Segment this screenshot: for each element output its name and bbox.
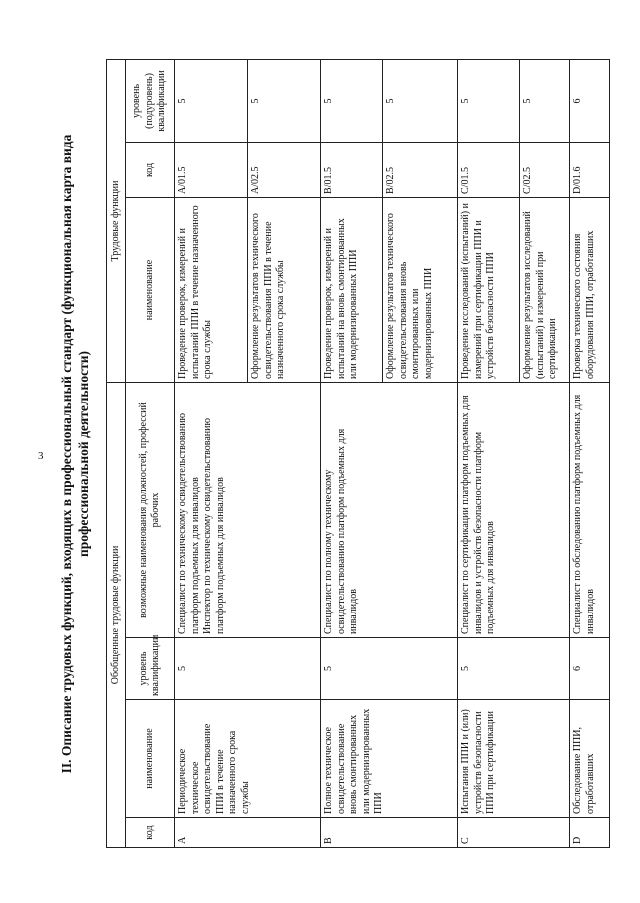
group-code: B (321, 818, 458, 848)
group-positions: Специалист по сертификации платформ подъемных для инвалидов и устройств безопасности платформ подъемных для инвалидов (458, 382, 570, 637)
group-level: 5 (321, 638, 458, 700)
function-code: B/02.5 (383, 142, 458, 197)
group-positions: Специалист по техническому освидетельствованию платформ подъемных для инвалидов Инспектор по техническому освидетельствованию платформ подъемных для инвалидов (175, 382, 321, 637)
group-name: Обследование ППИ, отработавших (570, 700, 610, 818)
col-name: наименование (126, 700, 175, 818)
generalized-functions-header: Обобщенные трудовые функции (107, 382, 126, 847)
function-level: 5 (175, 59, 248, 142)
section-title: II. Описание трудовых функций, входящих в профессиональный стандарт (функциональная карта вида профессиональной деятельности) (59, 134, 91, 774)
function-code: A/02.5 (248, 142, 321, 197)
group-code: C (458, 818, 570, 848)
group-level: 5 (458, 638, 570, 700)
col-labor-name: наименование (126, 197, 175, 382)
function-name: Проведение проверок, измерений и испытаний ППИ в течение назначенного срока службы (175, 197, 248, 382)
function-name: Проведение проверок, измерений и испытаний на вновь смонтированных или модернизированных ППИ (321, 197, 383, 382)
functional-map-table (106, 59, 610, 848)
group-name: Испытания ППИ и (или) устройств безопасности ППИ при сертификации (458, 700, 570, 818)
function-level: 5 (383, 59, 458, 142)
table-row (321, 59, 383, 847)
function-code: A/01.5 (175, 142, 248, 197)
page-number: 3 (38, 450, 44, 462)
function-level: 5 (321, 59, 383, 142)
function-level: 5 (520, 59, 570, 142)
function-name: Проведение исследований (испытаний) и измерений при сертификации ППИ и устройств безопасности ППИ (458, 197, 520, 382)
group-code: D (570, 818, 610, 848)
col-level: уровень квалификации (126, 638, 175, 700)
function-level: 6 (570, 59, 610, 142)
table-row (570, 59, 610, 847)
col-labor-code: код (126, 142, 175, 197)
function-name: Оформление результатов технического освидетельствования ППИ в течение назначенного срока службы (248, 197, 321, 382)
function-code: D/01.6 (570, 142, 610, 197)
function-code: C/01.5 (458, 142, 520, 197)
group-positions: Специалист по полному техническому освидетельствованию платформ подъемных для инвалидов (321, 382, 458, 637)
function-name: Проверка технического состояния оборудования ППИ, отработавших (570, 197, 610, 382)
table-row (458, 59, 520, 847)
group-code: A (175, 818, 321, 848)
function-code: B/01.5 (321, 142, 383, 197)
function-name: Оформление результатов технического освидетельствования вновь смонтированных или модернизированных ППИ (383, 197, 458, 382)
group-name: Периодическое техническое освидетельствование ППИ в течение назначенного срока службы (175, 700, 321, 818)
function-level: 5 (248, 59, 321, 142)
labor-functions-header: Трудовые функции (107, 59, 126, 382)
function-level: 5 (458, 59, 520, 142)
table-row (175, 59, 248, 847)
group-positions: Специалист по обследованию платформ подъемных для инвалидов (570, 382, 610, 637)
group-level: 5 (175, 638, 321, 700)
rotated-page-content (58, 60, 596, 848)
group-name: Полное техническое освидетельствование вновь смонтированных или модернизированных ППИ (321, 700, 458, 818)
col-code: код (126, 818, 175, 848)
function-code: C/02.5 (520, 142, 570, 197)
group-level: 6 (570, 638, 610, 700)
function-name: Оформление результатов исследований (испытаний) и измерений при сертификации (520, 197, 570, 382)
col-sublevel: уровень (подуровень) квалификации (126, 59, 175, 142)
col-positions: возможные наименования должностей, профессий рабочих (126, 382, 175, 637)
